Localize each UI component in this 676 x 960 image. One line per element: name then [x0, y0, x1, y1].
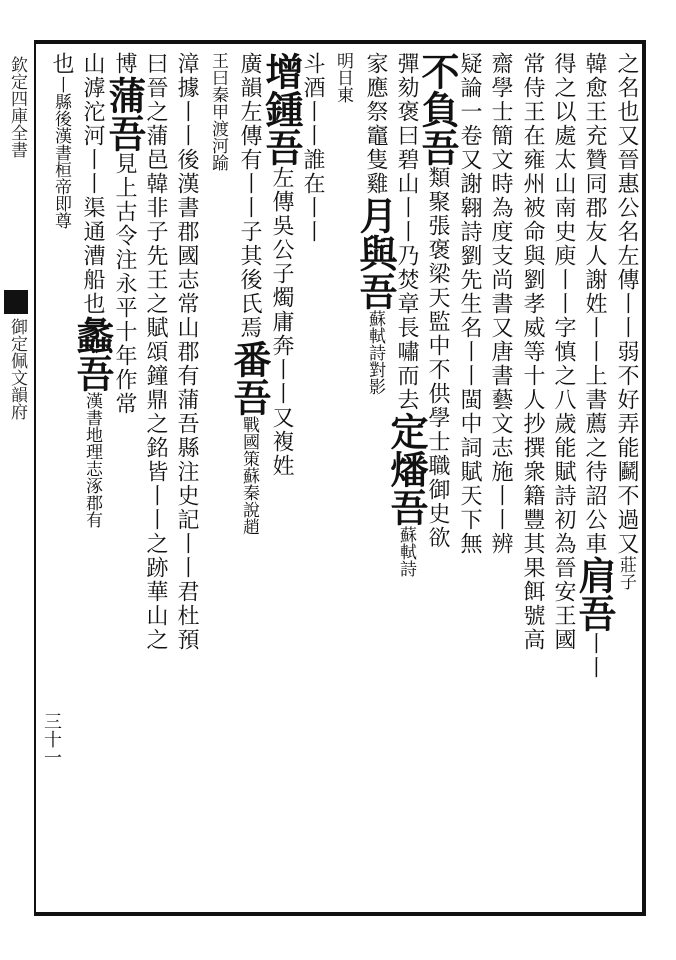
annotation-text: 莊子 [616, 556, 636, 590]
text-column [259, 52, 304, 912]
column-text: 見上古令注永平十年作常 [112, 152, 137, 416]
text-column [546, 52, 580, 912]
column-text: 韓愈王充贊同郡友人謝姓丨丨上書薦之待詔公車 [582, 52, 607, 556]
text-column [169, 52, 203, 912]
text-column [452, 52, 486, 912]
text-column [227, 52, 272, 912]
annotation-text: 戰國策蘇秦說趙 [239, 416, 259, 535]
edge-title: 欽定四庫全書 [7, 56, 27, 158]
text-column [138, 52, 172, 912]
column-text: 山滹沱河丨丨渠通漕船也 [80, 52, 105, 316]
annotation-text: 丨縣後漢書桓帝即尊 [51, 76, 71, 229]
edge-fishtail-mark [4, 290, 28, 314]
text-column [201, 52, 235, 912]
annotation-text: 漢書地理志涿郡有 [82, 392, 102, 528]
annotation-text: 蘇軾詩 [396, 526, 416, 577]
text-column [326, 52, 360, 912]
text-column [44, 52, 78, 912]
headword: 蠡吾 [70, 316, 115, 392]
headword: 定燔吾 [384, 412, 429, 526]
column-text: 彈劾褒曰碧山丨丨乃焚章長嘯而去 [394, 52, 419, 412]
headword: 肩吾 [572, 556, 617, 632]
column-text: 家應祭竈隻雞 [363, 52, 388, 196]
column-text: 博 [112, 52, 137, 76]
bottom-border [34, 912, 646, 916]
column-text: 曰晉之蒲邑韓非子先王之賦頌鐘鼎之銘皆丨丨之跡華山之 [143, 52, 168, 652]
headword: 蒲吾 [102, 76, 147, 152]
text-column [102, 52, 147, 912]
top-border [34, 40, 646, 44]
column-text: 類聚張褒梁天監中不供學士職御史欲 [425, 166, 450, 550]
folio-number: 三十一 [41, 712, 62, 766]
text-column [609, 52, 643, 912]
annotation-text: 明日東 [333, 52, 353, 103]
headword: 增鍾吾 [259, 52, 304, 166]
headword: 月與吾 [353, 196, 398, 310]
column-text: 也 [49, 52, 74, 76]
annotation-text: 王曰秦甲渡河踰 [208, 52, 228, 171]
headword: 番吾 [227, 340, 272, 416]
left-border [34, 40, 36, 916]
column-text: 左傳吳公子燭庸奔丨丨又複姓 [269, 166, 294, 478]
annotation-text: 蘇軾詩對影 [365, 310, 385, 395]
column-text: 斗酒丨丨 [300, 52, 325, 148]
column-text: 廣韻左傳有丨丨子其後氏焉 [237, 52, 262, 340]
column-text: 齋學士簡文時為度支尚書又唐書藝文志施丨丨辨 [488, 52, 513, 556]
text-column [295, 52, 329, 912]
column-text: 漳據丨丨後漢書郡國志常山郡有蒲吾縣注史記丨丨君杜預 [174, 52, 199, 652]
column-text: 疑論一卷又謝翱詩劉先生名丨丨閩中詞賦天下無 [457, 52, 482, 556]
edge-subtitle: 御定佩文韻府 [7, 318, 27, 420]
column-text: 得之以處太山南史庾丨丨字慎之八歲能賦詩初為晉安王國 [551, 52, 576, 652]
text-column [572, 52, 617, 912]
text-column [384, 52, 429, 912]
text-column [70, 52, 115, 912]
headword: 不負吾 [415, 52, 460, 166]
text-column [483, 52, 517, 912]
column-text: 之名也又晉惠公名左傳丨丨弱不好弄能鬬不過又 [614, 52, 639, 556]
text-column [515, 52, 549, 912]
column-text: 丨丨 [582, 632, 607, 680]
column-text: 誰在丨丨 [300, 148, 325, 244]
column-text: 常侍王在雍州被命與劉孝威等十人抄撰衆籍豐其果餌號高 [520, 52, 545, 652]
text-column [353, 52, 398, 912]
